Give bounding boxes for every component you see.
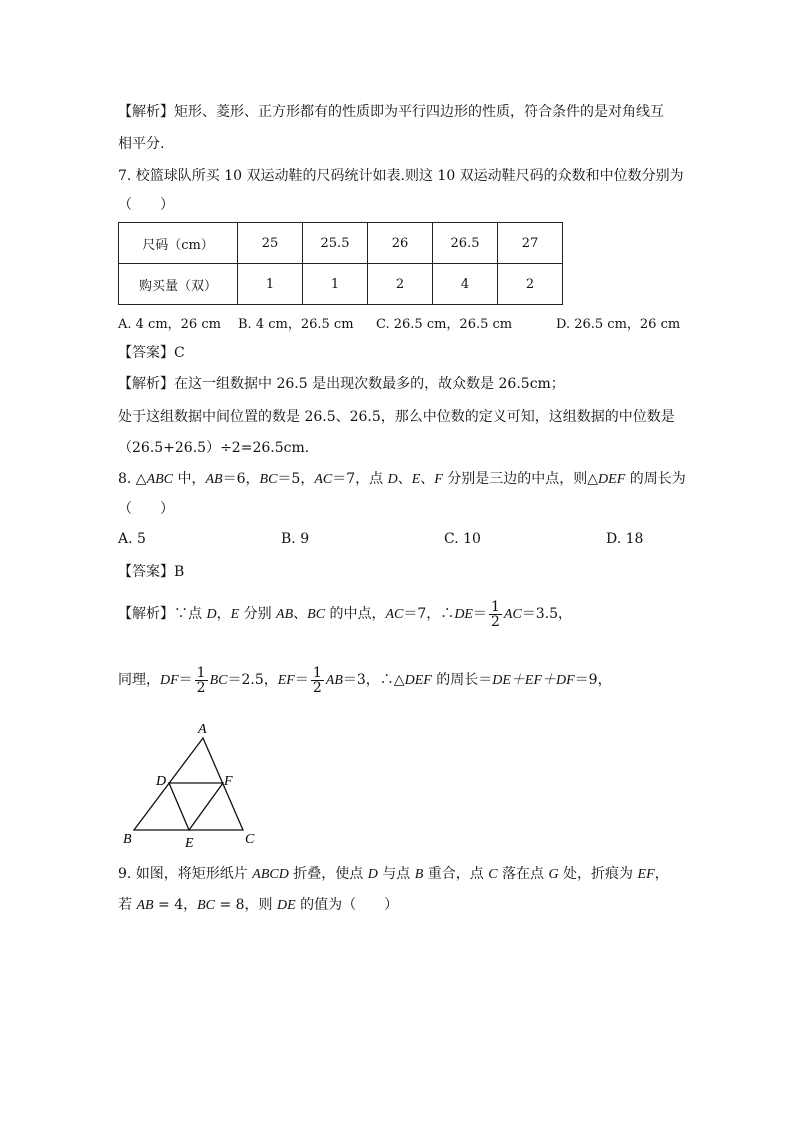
label-b: B: [123, 832, 132, 847]
table-cell: 1: [303, 264, 368, 305]
fraction-one-half: $\frac{1}{2}$: [490, 598, 500, 630]
table-cell: 2: [368, 264, 433, 305]
q9-stem-line1: 9. 如图，将矩形纸片 ABCD 折叠，使点 D 与点 B 重合，点 C 落在点 G 处，折痕为 EF，: [118, 866, 669, 882]
q7-option-b: B. 4 cm，26.5 cm: [238, 317, 354, 332]
q8-option-d: D. 18: [606, 531, 644, 547]
q7-option-c: C. 26.5 cm，26.5 cm: [376, 317, 513, 332]
q8-stem-line1: 8. △ABC 中，AB＝6，BC＝5，AC＝7，点 D、E、F 分别是三边的中点，则△DEF 的周长为: [118, 471, 686, 487]
fraction-one-half: $\frac{1}{2}$: [312, 664, 322, 696]
label-a: A: [198, 722, 207, 737]
q7-option-a: A. 4 cm，26 cm: [118, 317, 221, 332]
q8-option-b: B. 9: [281, 531, 310, 547]
table-cell: 26.5: [433, 223, 498, 264]
label-e: E: [185, 836, 194, 851]
q7-answer: 【答案】C: [118, 345, 185, 361]
q8-answer: 【答案】B: [118, 564, 185, 580]
q7-analysis-line3: （26.5+26.5）÷2=26.5cm.: [118, 440, 310, 456]
q7-analysis-line2: 处于这组数据中间位置的数是 26.5、26.5，那么中位数的定义可知，这组数据的中位数是: [118, 409, 675, 425]
table-cell: 2: [498, 264, 563, 305]
table-cell: 25: [238, 223, 303, 264]
q8-analysis-line2: 同理，DF＝ $\frac{1}{2}$ BC＝2.5，EF＝ $\frac{1}{2}$ AB＝3，∴△DEF 的周长＝DE＋EF＋DF＝9，: [118, 664, 612, 696]
table-header-count: 购买量（双）: [119, 264, 238, 305]
table-cell: 27: [498, 223, 563, 264]
table-cell: 26: [368, 223, 433, 264]
label-c: C: [245, 832, 255, 847]
q7-analysis-line1: 【解析】在这一组数据中 26.5 是出现次数最多的，故众数是 26.5cm；: [118, 376, 565, 392]
q6-analysis-tag: 【解析】: [118, 104, 174, 120]
label-d: D: [156, 774, 167, 789]
fraction-one-half: $\frac{1}{2}$: [196, 664, 206, 696]
triangle-def: [169, 783, 223, 830]
q8-option-a: A. 5: [118, 531, 146, 547]
q8-stem-line2: （ ）: [118, 501, 174, 517]
q7-stem-line2: （ ）: [118, 197, 174, 213]
q9-stem-line2: 若 AB = 4，BC = 8，则 DE 的值为（ ）: [118, 897, 399, 913]
table-header-size: 尺码（cm）: [119, 223, 238, 264]
table-cell: 25.5: [303, 223, 368, 264]
table-cell: 4: [433, 264, 498, 305]
q8-option-c: C. 10: [444, 531, 481, 547]
q7-stem-line1: 7. 校篮球队所买 10 双运动鞋的尺码统计如表.则这 10 双运动鞋尺码的众数和中位数分别为: [118, 168, 684, 184]
table-cell: 1: [238, 264, 303, 305]
q7-option-d: D. 26.5 cm，26 cm: [556, 317, 681, 332]
q6-analysis-line1: 【解析】矩形、菱形、正方形都有的性质即为平行四边形的性质，符合条件的是对角线互: [118, 104, 664, 120]
label-f: F: [224, 774, 233, 789]
q8-analysis-line1: 【解析】∵点 D，E 分别 AB、BC 的中点，AC＝7，∴DE＝ $\frac{1}{2}$ AC＝3.5，: [118, 598, 573, 630]
q6-analysis-line2: 相平分.: [118, 136, 165, 152]
